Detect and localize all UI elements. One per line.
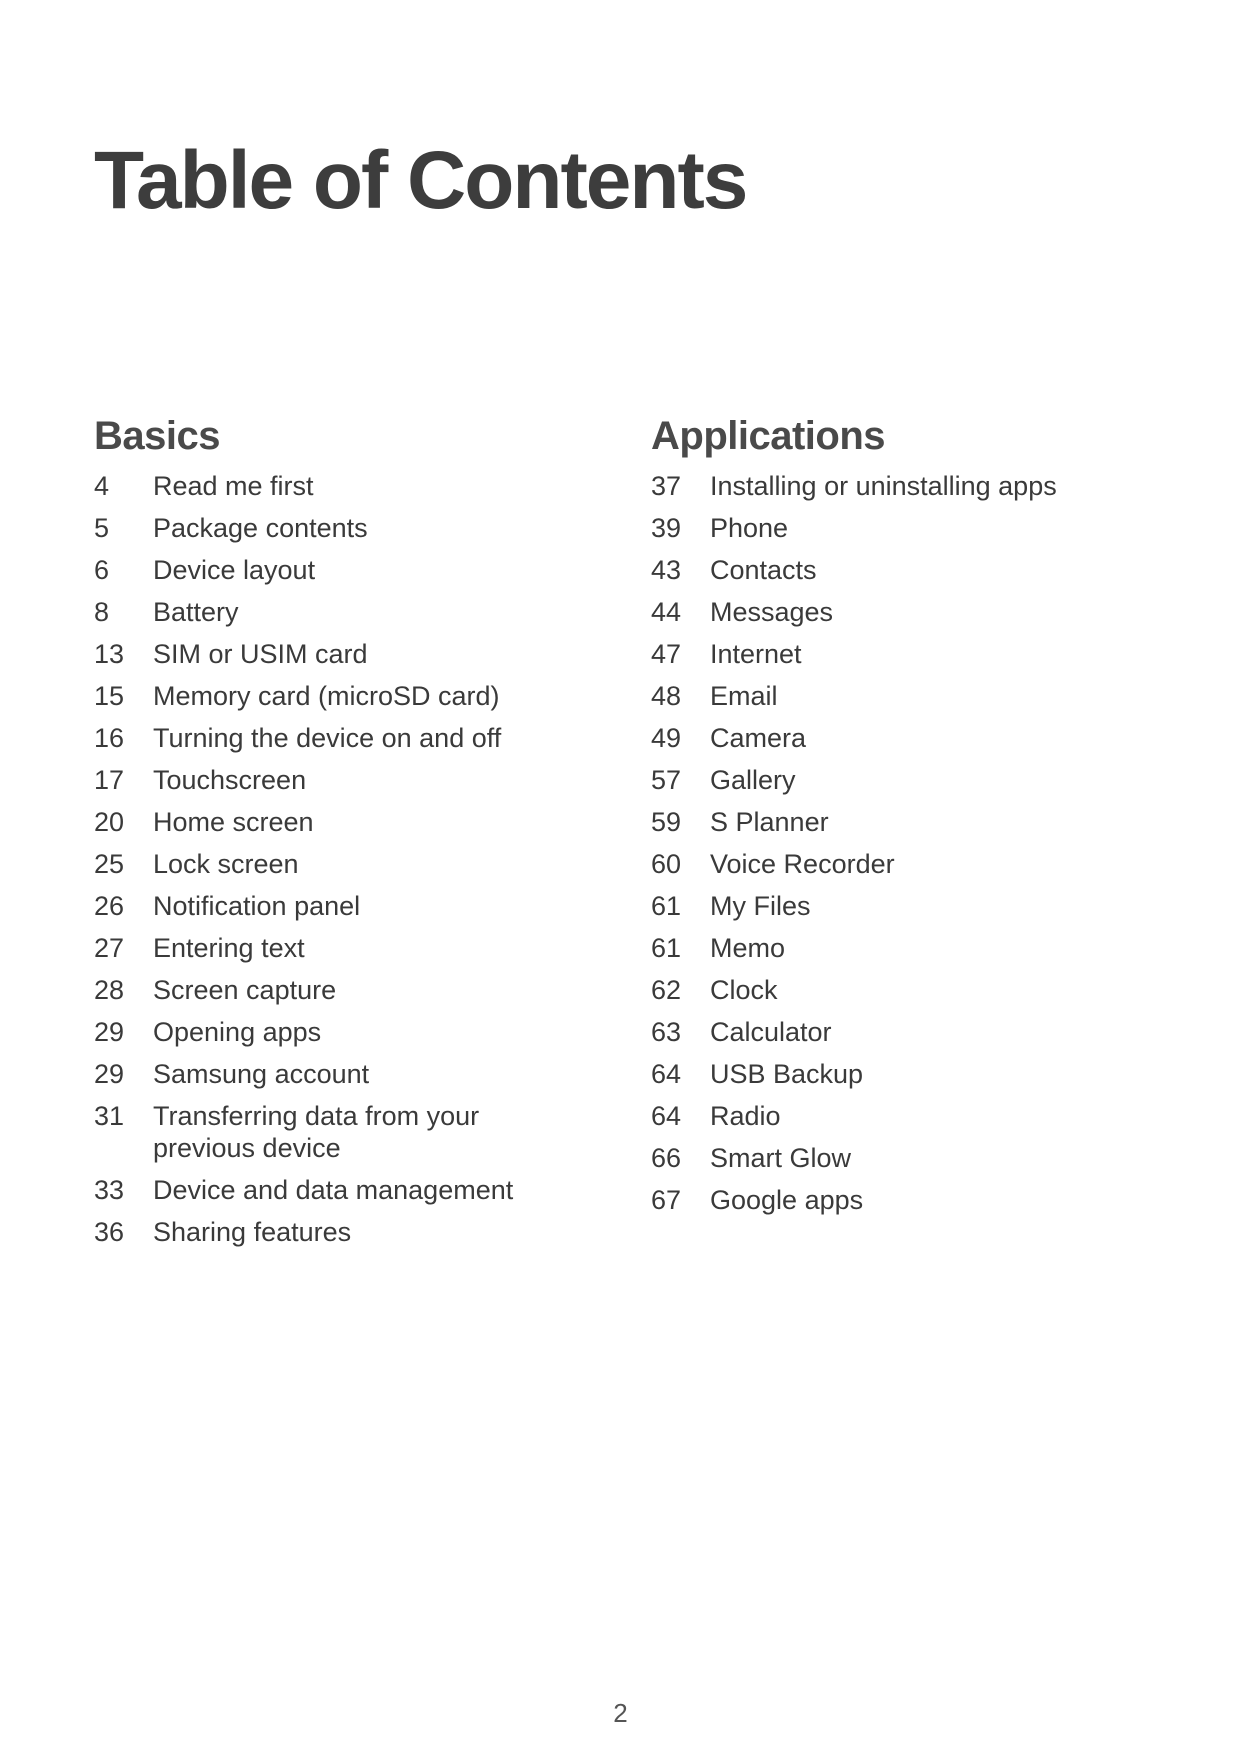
toc-entry[interactable] [651,1016,1151,1058]
toc-page-number: 60 [651,849,682,879]
toc-page-number: 15 [94,681,125,711]
toc-page-number: 67 [651,1185,682,1215]
toc-entry-title: Gallery [710,765,796,795]
toc-page-number: 66 [651,1143,682,1173]
toc-page-number: 25 [94,849,125,879]
toc-page-number: 49 [651,723,682,753]
toc-page-number: 61 [651,933,682,963]
toc-entry[interactable] [651,722,1151,764]
toc-entry[interactable] [94,1174,594,1216]
toc-entry[interactable] [651,638,1151,680]
toc-entry-title: Entering text [153,933,305,963]
toc-entry-title: USB Backup [710,1059,864,1089]
toc-entry-title: Home screen [153,807,314,837]
toc-page-number: 44 [651,597,682,627]
toc-entry[interactable] [94,932,594,974]
toc-page-number: 36 [94,1217,125,1247]
toc-page-number: 4 [94,471,110,501]
toc-page-number: 27 [94,933,125,963]
toc-entry-title: Turning the device on and off [153,723,502,753]
toc-entry[interactable] [651,1142,1151,1184]
toc-entry-title: Screen capture [153,975,337,1005]
toc-entry[interactable] [94,680,594,722]
toc-entry[interactable] [651,848,1151,890]
toc-entry[interactable] [94,1216,594,1258]
toc-entry[interactable] [94,512,594,554]
toc-page-number: 6 [94,555,110,585]
page-number: 2 [613,1698,628,1728]
toc-page-number: 29 [94,1017,125,1047]
toc-entry[interactable] [651,680,1151,722]
toc-entry-title: Radio [710,1101,781,1131]
toc-page-number: 37 [651,471,682,501]
toc-entry[interactable] [94,470,594,512]
toc-page-number: 64 [651,1101,682,1131]
toc-entry-title: S Planner [710,807,829,837]
toc-page-number: 43 [651,555,682,585]
toc-entry-title: Camera [710,723,807,753]
toc-entry[interactable] [94,890,594,932]
toc-entry[interactable] [651,1184,1151,1226]
section-applications [651,412,1151,1226]
toc-page-number: 64 [651,1059,682,1089]
toc-entry-title: Read me first [153,471,314,501]
toc-page-number: 59 [651,807,682,837]
toc-page-number: 33 [94,1175,125,1205]
toc-entry-title: Opening apps [153,1017,322,1047]
toc-entry[interactable] [651,890,1151,932]
toc-entry-title: Messages [710,597,834,627]
toc-entry[interactable] [94,554,594,596]
toc-entry-title: Email [710,681,778,711]
toc-page-number: 61 [651,891,682,921]
toc-entry-title: Installing or uninstalling apps [710,471,1057,501]
toc-entry[interactable] [94,806,594,848]
toc-entry-title: Phone [710,513,789,543]
toc-page-number: 16 [94,723,125,753]
toc-entry[interactable] [651,596,1151,638]
toc-list [651,470,1151,1226]
toc-page-number: 8 [94,597,110,627]
toc-entry[interactable] [94,764,594,806]
toc-entry-title: Google apps [710,1185,864,1215]
toc-entry[interactable] [651,554,1151,596]
toc-page-number: 5 [94,513,110,543]
page-title: Table of Contents [94,135,747,226]
toc-entry[interactable] [94,1058,594,1100]
toc-entry[interactable] [651,512,1151,554]
toc-page-number: 17 [94,765,125,795]
toc-page-number: 47 [651,639,682,669]
toc-entry-title: Memo [710,933,786,963]
toc-entry[interactable] [94,722,594,764]
toc-entry-title: Touchscreen [153,765,307,795]
toc-list [94,470,594,1258]
toc-entry-title: Internet [710,639,802,669]
toc-entry-title: Sharing features [153,1217,352,1247]
toc-entry[interactable] [651,974,1151,1016]
toc-entry[interactable] [94,596,594,638]
toc-entry-title: Battery [153,597,239,627]
toc-page-number: 28 [94,975,125,1005]
toc-entry[interactable] [651,470,1151,512]
toc-entry-title: Smart Glow [710,1143,852,1173]
toc-entry[interactable] [94,848,594,890]
toc-entry-title: Package contents [153,513,368,543]
toc-entry[interactable] [651,764,1151,806]
toc-entry-title: Device and data management [153,1175,514,1205]
toc-entry[interactable] [94,1016,594,1058]
toc-page-number: 63 [651,1017,682,1047]
toc-entry[interactable] [94,1100,594,1174]
section-heading: Basics [94,414,220,458]
toc-entry[interactable] [94,638,594,680]
toc-page-number: 29 [94,1059,125,1089]
section-heading: Applications [651,414,886,458]
toc-page-number: 39 [651,513,682,543]
toc-page-number: 13 [94,639,125,669]
toc-entry[interactable] [651,1058,1151,1100]
toc-page-number: 31 [94,1101,125,1131]
toc-entry-title: SIM or USIM card [153,639,368,669]
toc-entry[interactable] [651,932,1151,974]
toc-page-number: 48 [651,681,682,711]
toc-entry-title: Calculator [710,1017,832,1047]
toc-entry-title: Contacts [710,555,817,585]
toc-entry-title: My Files [710,891,811,921]
toc-page-number: 57 [651,765,682,795]
toc-page-number: 20 [94,807,125,837]
toc-entry[interactable] [651,806,1151,848]
toc-page-number: 26 [94,891,125,921]
toc-entry-title: Transferring data from your previous device [153,1101,480,1163]
toc-entry-title: Device layout [153,555,316,585]
toc-entry-title: Voice Recorder [710,849,895,879]
toc-entry-title: Samsung account [153,1059,370,1089]
toc-entry-title: Memory card (microSD card) [153,681,500,711]
toc-entry-title: Clock [710,975,778,1005]
toc-entry[interactable] [94,974,594,1016]
section-basics [94,412,594,1258]
toc-entry-title: Lock screen [153,849,299,879]
toc-page-number: 62 [651,975,682,1005]
toc-entry[interactable] [651,1100,1151,1142]
toc-entry-title: Notification panel [153,891,361,921]
